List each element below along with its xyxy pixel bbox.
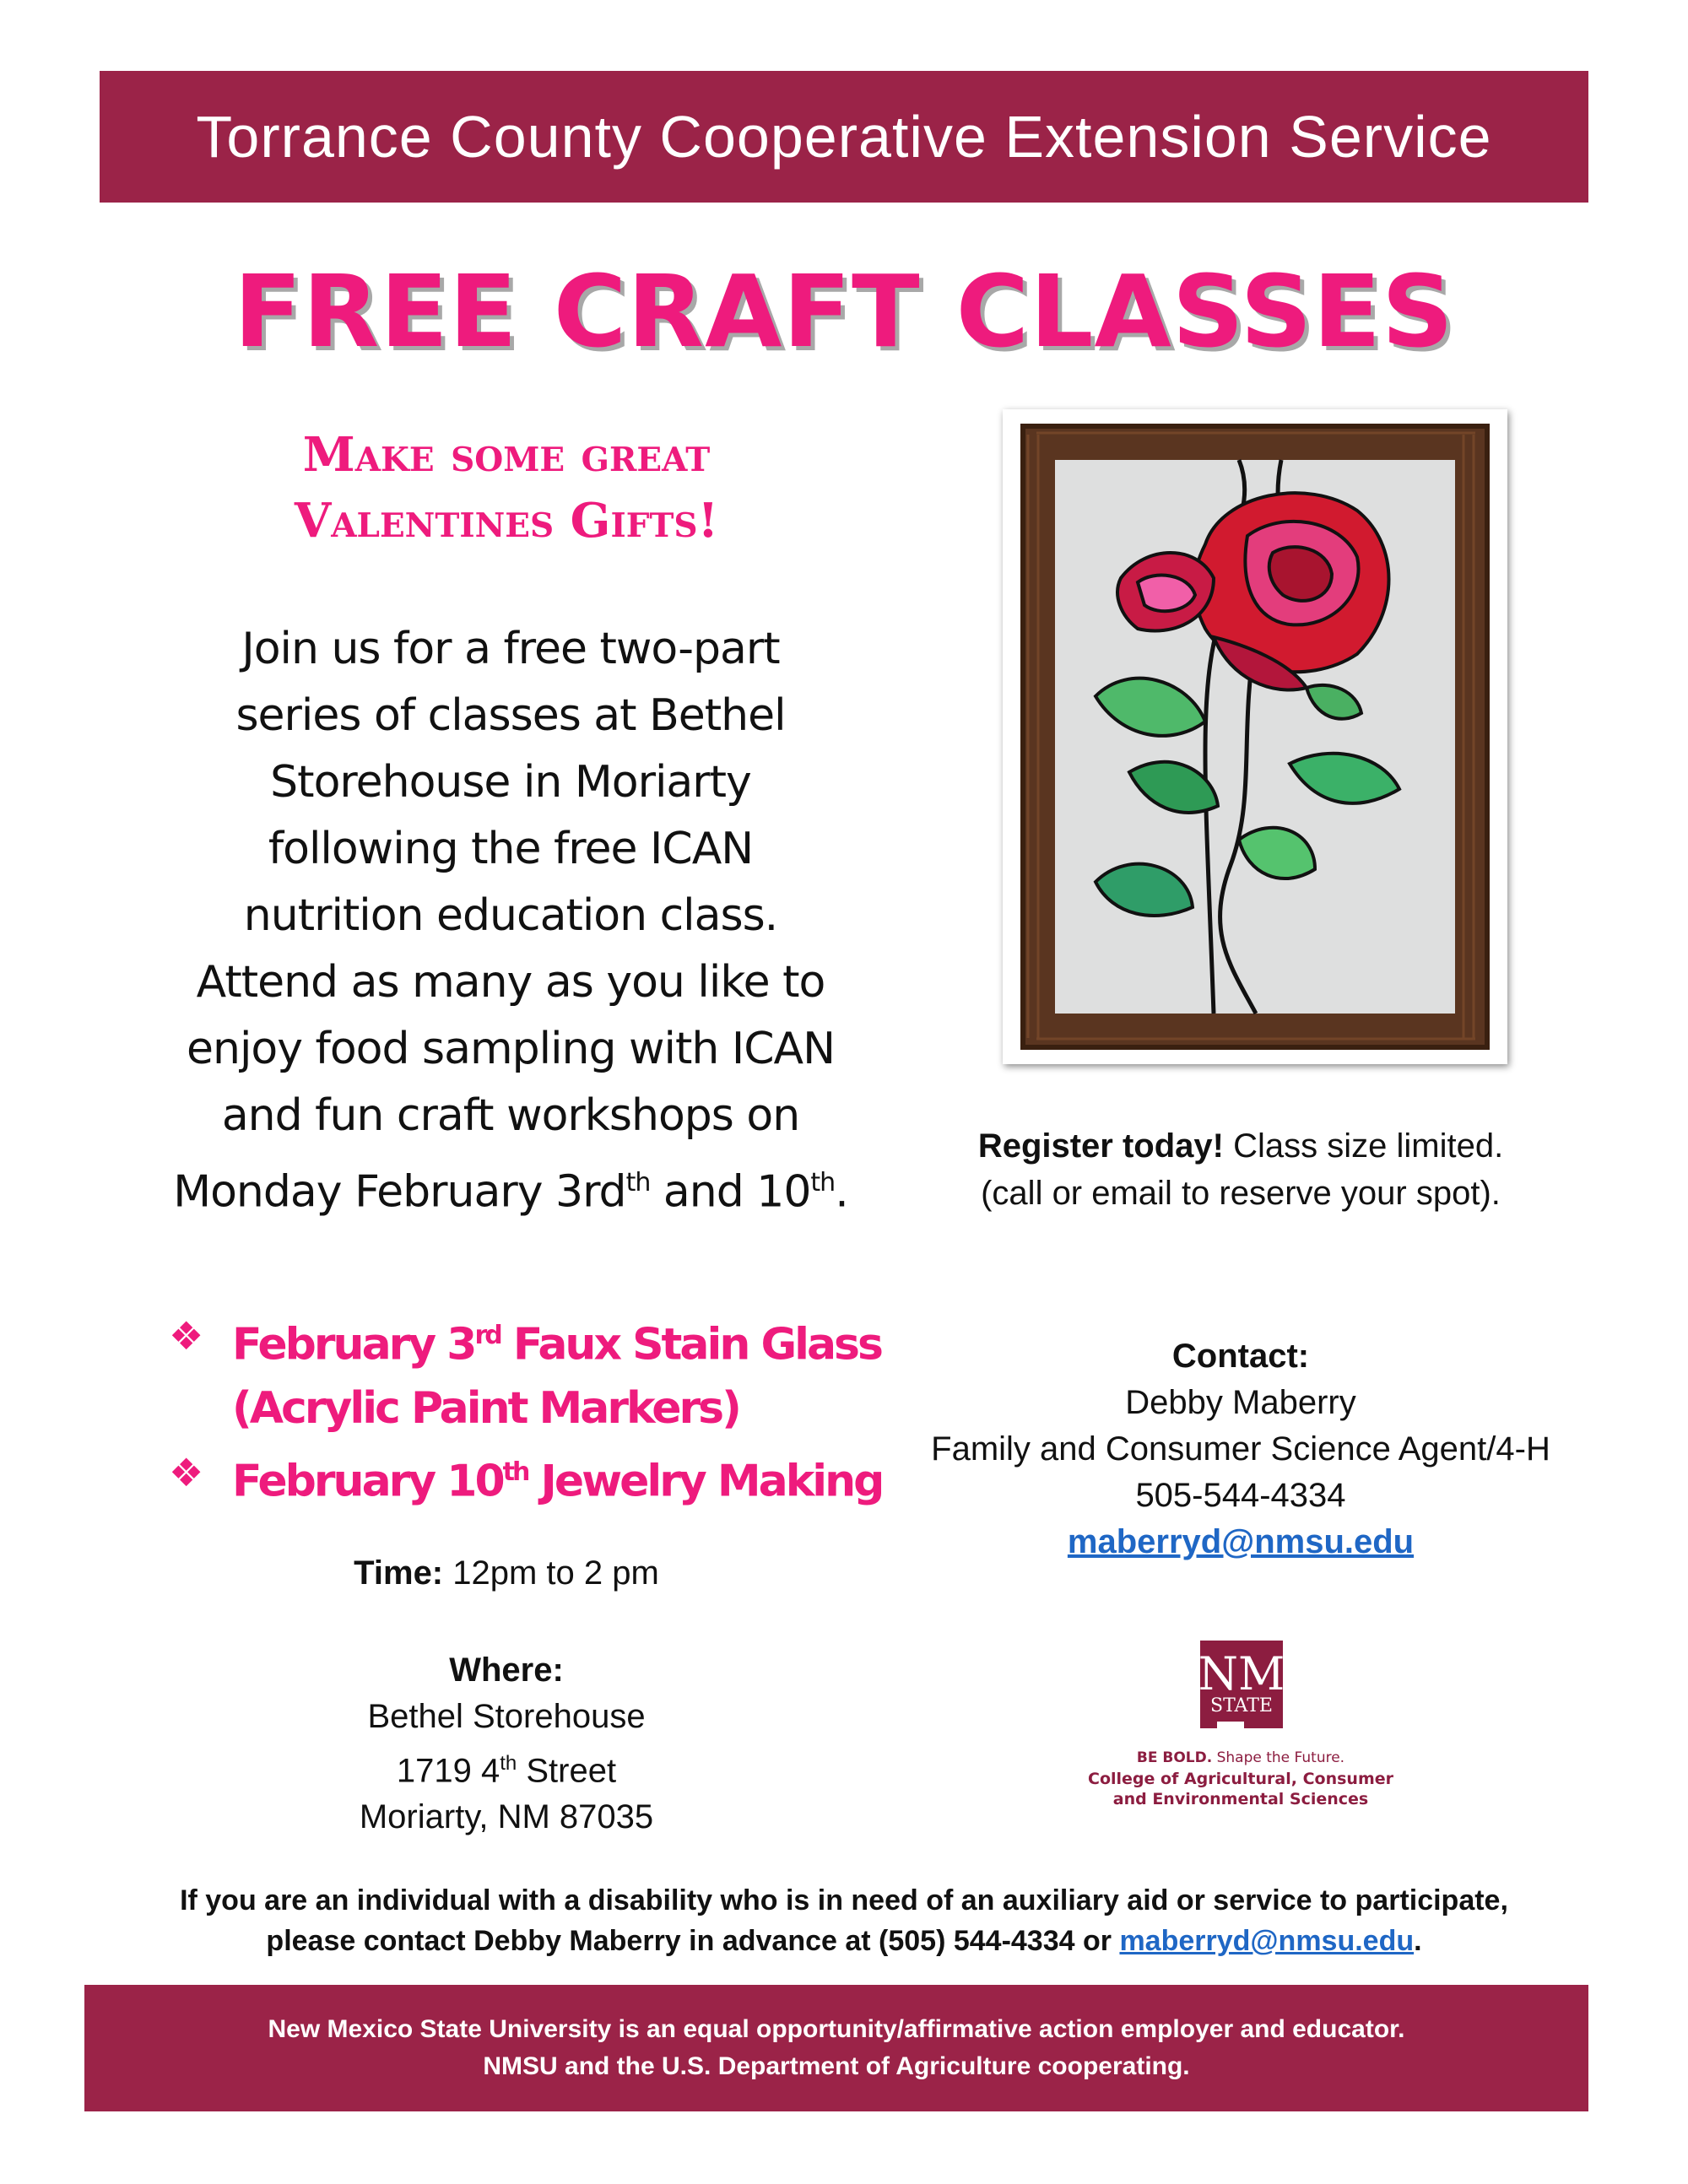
class-description-detail: (Acrylic Paint Markers)	[232, 1383, 739, 1435]
intro-date-first: Monday February 3rd	[173, 1166, 626, 1218]
time-label: Time:	[354, 1554, 444, 1592]
class-date: February 3	[232, 1319, 475, 1370]
footer-banner	[84, 1985, 1588, 2111]
contact-name: Debby Maberry	[1125, 1384, 1356, 1421]
intro-line: Storehouse in Moriarty	[270, 757, 751, 808]
where-label: Where:	[449, 1652, 564, 1689]
contact-block	[895, 1333, 1587, 1565]
class-description: Faux Stain Glass	[500, 1319, 881, 1370]
intro-period: .	[835, 1166, 848, 1218]
intro-date-second: and 10	[650, 1166, 811, 1218]
register-detail: Class size limited.	[1223, 1127, 1504, 1165]
accessibility-line-1: If you are an individual with a disability who is in need of an auxiliary aid or service to participate,	[180, 1884, 1508, 1916]
register-line	[937, 1122, 1545, 1170]
craft-photo	[1003, 409, 1507, 1064]
logo-college-line-2: and Environmental Sciences	[1112, 1790, 1369, 1808]
class-description: Jewelry Making	[528, 1456, 883, 1507]
time-info	[169, 1554, 844, 1592]
intro-line: and fun craft workshops on	[221, 1090, 800, 1141]
class-list	[169, 1304, 895, 1514]
subheading-line-1: Make some great	[302, 427, 711, 483]
ordinal-suffix: th	[502, 1457, 528, 1488]
time-value: 12pm to 2 pm	[443, 1554, 659, 1592]
city-state-zip: Moriarty, NM 87035	[359, 1798, 654, 1836]
subheading-line-2: Valentines Gifts!	[294, 493, 719, 549]
logo-tagline: Shape the Future.	[1212, 1749, 1345, 1766]
contact-phone: 505-544-4334	[1135, 1477, 1346, 1514]
intro-line: following the free ICAN	[268, 824, 754, 874]
accessibility-text: please contact Debby Maberry in advance at (505) 544-4334 or	[266, 1925, 1120, 1957]
footer-line-1: New Mexico State University is an equal opportunity/affirmative action employer and educator.	[268, 2015, 1405, 2043]
diamond-bullet-icon: ❖	[169, 1450, 204, 1496]
contact-role: Family and Consumer Science Agent/4-H	[931, 1430, 1550, 1468]
street-name: Street	[517, 1752, 617, 1790]
stained-glass-rose-image	[1003, 409, 1507, 1064]
intro-line: nutrition education class.	[243, 890, 778, 941]
list-item	[169, 1441, 895, 1513]
logo-mark-nm: NM	[1198, 1647, 1285, 1700]
header-banner	[100, 71, 1588, 203]
logo-mark-state: STATE	[1210, 1695, 1273, 1716]
ordinal-suffix: th	[810, 1168, 836, 1197]
intro-line: Attend as many as you like to	[196, 957, 825, 1008]
street-number: 1719 4	[396, 1752, 500, 1790]
intro-line: series of classes at Bethel	[235, 690, 786, 741]
register-note	[937, 1122, 1545, 1217]
ordinal-suffix: rd	[474, 1321, 500, 1350]
intro-line-dates	[127, 1149, 895, 1225]
register-instruction: (call or email to reserve your spot).	[981, 1175, 1501, 1212]
ordinal-suffix: th	[625, 1168, 651, 1197]
logo-tagline-bold: BE BOLD.	[1136, 1749, 1213, 1766]
svg-text:BE BOLD. Shape the Future.	[1137, 1749, 1344, 1766]
register-emphasis: Register today!	[977, 1127, 1224, 1165]
intro-line: Join us for a free two-part	[241, 624, 780, 674]
contact-email-link[interactable]: maberryd@nmsu.edu	[1067, 1523, 1415, 1560]
page-title: FREE CRAFT CLASSES	[233, 253, 1455, 370]
subheading	[127, 422, 886, 554]
accessibility-notice	[84, 1880, 1604, 1961]
ordinal-suffix: th	[500, 1752, 517, 1775]
accessibility-line-2	[84, 1921, 1604, 1961]
accessibility-period: .	[1414, 1925, 1422, 1957]
footer-line-2: NMSU and the U.S. Department of Agriculture cooperating.	[483, 2052, 1190, 2080]
intro-paragraph	[127, 616, 895, 1225]
list-item	[169, 1304, 895, 1441]
street-address	[169, 1740, 844, 1794]
nmsu-logo	[1038, 1637, 1443, 1823]
diamond-bullet-icon: ❖	[169, 1313, 204, 1359]
logo-college-line-1: College of Agricultural, Consumer	[1088, 1770, 1393, 1788]
intro-line: enjoy food sampling with ICAN	[187, 1024, 835, 1074]
nm-state-logo-icon	[1038, 1637, 1443, 1823]
contact-label: Contact:	[1171, 1338, 1310, 1375]
organization-name: Torrance County Cooperative Extension Service	[196, 104, 1492, 170]
location-info	[169, 1647, 844, 1841]
accessibility-email-link[interactable]: maberryd@nmsu.edu	[1119, 1925, 1415, 1957]
class-date: February 10	[232, 1456, 503, 1507]
venue-name: Bethel Storehouse	[367, 1698, 646, 1735]
